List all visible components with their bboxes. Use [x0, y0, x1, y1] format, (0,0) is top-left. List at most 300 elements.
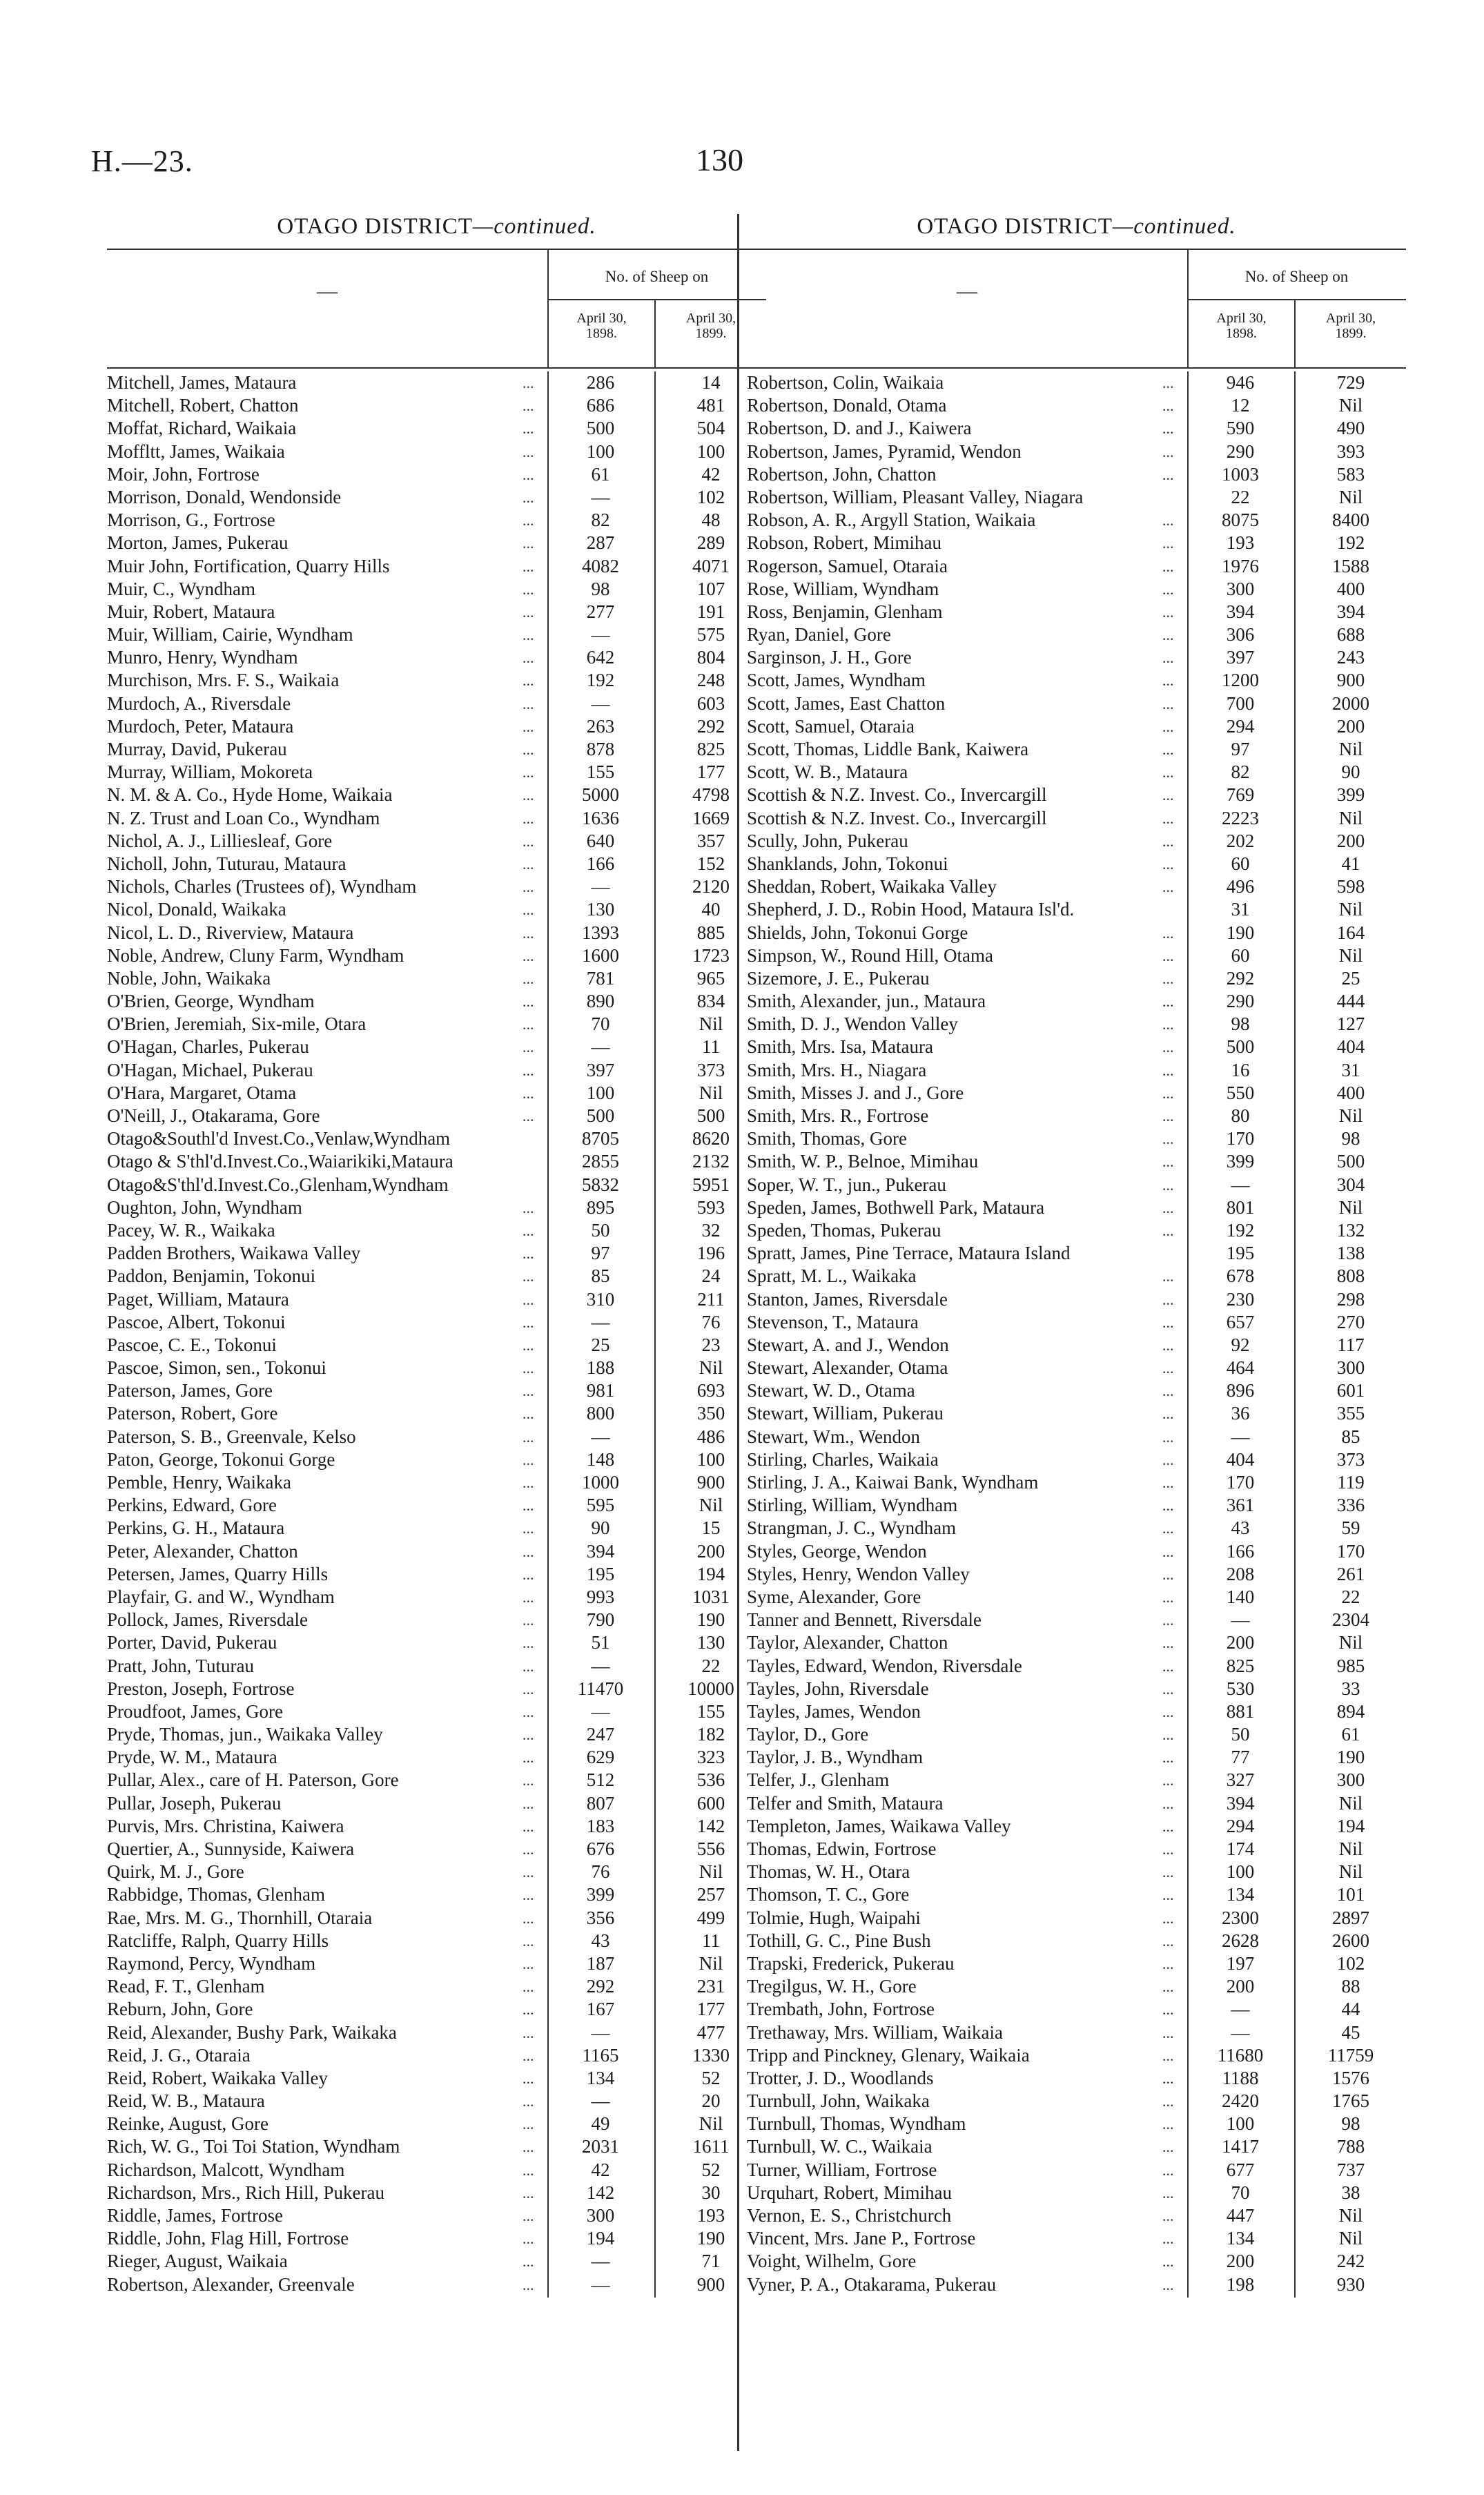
owner-name: Thomas, Edwin, Fortrose [747, 1838, 937, 1859]
leader-dots: ... [1162, 1176, 1174, 1194]
owner-name: Scott, Samuel, Otaraia [747, 715, 915, 737]
owner-name: Strangman, J. C., Wyndham [747, 1517, 957, 1539]
table-row [747, 1402, 1406, 1425]
leader-dots: ... [1162, 1221, 1174, 1239]
sheep-1898: 167 [586, 1999, 615, 2020]
leader-dots: ... [1162, 2275, 1174, 2293]
sheep-1899: 8400 [1332, 509, 1369, 531]
leader-dots: ... [523, 603, 534, 621]
owner-name: Trethaway, Mrs. William, Waikaia [747, 2021, 1003, 2043]
leader-dots: ... [1162, 1198, 1174, 1216]
leader-dots: ... [1162, 2093, 1174, 2110]
leader-dots: ... [1162, 809, 1174, 827]
leader-dots: ... [523, 2138, 534, 2156]
sheep-1899: Nil [699, 1495, 723, 1516]
sheep-1898: 188 [586, 1357, 615, 1379]
owner-name: Sizemore, J. E., Pukerau [747, 967, 930, 989]
leader-dots: ... [523, 1702, 534, 1720]
owner-name: Preston, Joseph, Fortrose [107, 1678, 295, 1699]
page-code: H.—23. [91, 144, 193, 178]
table-row [747, 417, 1406, 440]
leader-dots: ... [1162, 924, 1174, 942]
table-row [107, 1494, 766, 1517]
table-row [747, 2250, 1406, 2273]
leader-dots: ... [523, 2001, 534, 2019]
table-row [747, 1013, 1406, 1036]
owner-name: Porter, David, Pukerau [107, 1632, 277, 1653]
table-row [107, 1242, 766, 1265]
owner-name: Stirling, William, Wyndham [747, 1495, 958, 1516]
leader-dots: ... [1162, 1565, 1174, 1583]
leader-dots: ... [1162, 1932, 1174, 1950]
table-row [747, 1174, 1406, 1196]
leader-dots: ... [523, 1542, 534, 1560]
header-1898-line2: 1898. [586, 326, 617, 341]
leader-dots: ... [523, 465, 534, 483]
owner-name: Stirling, Charles, Waikaia [747, 1448, 939, 1470]
sheep-1898: 166 [586, 853, 615, 874]
sheep-1898: 2300 [1222, 1907, 1259, 1928]
table-row [747, 1448, 1406, 1471]
sheep-1898: 195 [1226, 1243, 1255, 1264]
sheep-1899: 71 [701, 2251, 721, 2272]
leader-dots: ... [523, 2230, 534, 2248]
sheep-1899: 965 [696, 967, 725, 989]
table-row [107, 532, 766, 554]
leader-dots: ... [1162, 1634, 1174, 1652]
owner-name: Munro, Henry, Wyndham [107, 647, 298, 668]
owner-name: Shanklands, John, Tokonui [747, 853, 948, 874]
sheep-1899: 196 [696, 1243, 725, 1264]
leader-dots: ... [523, 764, 534, 781]
sheep-1899: Nil [699, 1013, 723, 1035]
owner-name: Robertson, Alexander, Greenvale [107, 2273, 355, 2295]
sheep-1899: 1765 [1332, 2090, 1369, 2112]
table-row [107, 509, 766, 532]
sheep-1899: 194 [696, 1563, 725, 1584]
sheep-1899: Nil [1338, 739, 1363, 759]
owner-name: Noble, Andrew, Cluny Farm, Wyndham [107, 944, 404, 966]
sheep-1899: 1588 [1332, 555, 1369, 576]
sheep-1899: Nil [1338, 1792, 1363, 1814]
leader-dots: ... [523, 809, 534, 827]
table-row [107, 394, 766, 417]
sheep-1898: 200 [1226, 1976, 1255, 1997]
leader-dots: ... [1162, 1130, 1174, 1148]
table-row [107, 1861, 766, 1883]
sheep-1899: 61 [1341, 1724, 1360, 1745]
leader-dots: ... [1162, 2230, 1174, 2248]
sheep-1899: 885 [696, 922, 725, 943]
table-row [747, 1150, 1406, 1173]
sheep-1898: 82 [591, 509, 610, 531]
leader-dots: ... [523, 1336, 534, 1354]
leader-dots: ... [523, 695, 534, 712]
leader-dots: ... [523, 1863, 534, 1881]
owner-name: Raymond, Percy, Wyndham [107, 1952, 316, 1974]
leader-dots: ... [1162, 1038, 1174, 1056]
owner-name: Morton, James, Pukerau [107, 532, 289, 554]
sheep-1898: 290 [1226, 440, 1255, 462]
table-row [747, 1563, 1406, 1586]
header-rule-top [747, 249, 1406, 250]
leader-dots: ... [1162, 1542, 1174, 1560]
leader-dots: ... [1162, 1794, 1174, 1812]
sheep-1898: 1165 [582, 2044, 619, 2066]
table-row [107, 1059, 766, 1082]
sheep-1899: 88 [1341, 1976, 1360, 1997]
table-row [107, 692, 766, 715]
district-title [747, 214, 1406, 240]
table-row [107, 1952, 766, 1975]
table-row [107, 1838, 766, 1861]
table-row [747, 1861, 1406, 1883]
leader-dots: ... [1162, 717, 1174, 735]
leader-dots: ... [523, 2069, 534, 2087]
sheep-1899: 23 [701, 1334, 721, 1355]
sheep-1898: 49 [591, 2113, 610, 2135]
leader-dots: ... [523, 855, 534, 873]
sheep-1898: 397 [586, 1059, 615, 1080]
owner-name: Reid, Robert, Waikaka Valley [107, 2067, 329, 2088]
owner-name: Reid, J. G., Otaraia [107, 2044, 251, 2066]
sheep-1898: 700 [1226, 692, 1255, 714]
sheep-1899: 603 [696, 692, 725, 714]
leader-dots: ... [1162, 1061, 1174, 1079]
leader-dots: ... [523, 488, 534, 506]
table-row [747, 2182, 1406, 2204]
sheep-1898: 356 [586, 1907, 615, 1928]
leader-dots: ... [1162, 2184, 1174, 2202]
sheep-1899: 200 [1336, 715, 1365, 737]
sheep-1898: 294 [1226, 1815, 1255, 1836]
sheep-1899: Nil [699, 1952, 723, 1974]
owner-name: Robertson, D. and J., Kaiwera [747, 418, 972, 439]
table-row [107, 1174, 766, 1196]
table-row [747, 1036, 1406, 1058]
sheep-1898: 1393 [582, 922, 619, 943]
sheep-1899: 270 [1336, 1311, 1365, 1332]
leader-dots: ... [1162, 764, 1174, 781]
sheep-1898: 198 [1226, 2273, 1255, 2295]
owner-name: Stanton, James, Riversdale [747, 1288, 948, 1310]
sheep-1899: 688 [1336, 624, 1365, 645]
leader-dots: ... [523, 969, 534, 987]
leader-dots: ... [1162, 603, 1174, 621]
sheep-1898: 100 [586, 440, 615, 462]
sheep-1899: 499 [696, 1907, 725, 1928]
sheep-1899: 100 [696, 1448, 725, 1470]
sheep-1898: 247 [586, 1724, 615, 1745]
leader-dots: ... [1162, 1680, 1174, 1698]
owner-name: Shepherd, J. D., Robin Hood, Mataura Isl'd. [747, 899, 1075, 920]
sheep-1899: Nil [1338, 944, 1363, 966]
owner-name: Smith, Mrs. H., Niagara [747, 1059, 927, 1080]
sheep-1899: 257 [696, 1884, 725, 1905]
leader-dots: ... [1162, 1084, 1174, 1102]
sheep-1899: 1611 [692, 2136, 730, 2157]
table-row [107, 1471, 766, 1494]
leader-dots: ... [1162, 2069, 1174, 2087]
table-row [107, 1631, 766, 1654]
leader-dots: ... [1162, 1886, 1174, 1904]
table-row [107, 990, 766, 1013]
sheep-1898: 1976 [1222, 555, 1259, 576]
owner-name: Robertson, Colin, Waikaia [747, 372, 944, 393]
table-row [747, 509, 1406, 532]
sheep-1898: 16 [1231, 1059, 1250, 1080]
leader-dots: ... [523, 717, 534, 735]
leader-dots: ... [523, 1749, 534, 1767]
leader-dots: ... [523, 1909, 534, 1927]
owner-name: Padden Brothers, Waikawa Valley [107, 1243, 361, 1264]
sheep-1898: 43 [591, 1930, 610, 1951]
header-rule-sheep [1187, 299, 1406, 300]
table-row [107, 1723, 766, 1746]
leader-dots: ... [1162, 626, 1174, 644]
table-row [107, 1907, 766, 1930]
sheep-1898: 42 [591, 2159, 610, 2180]
table-body [747, 371, 1406, 2296]
sheep-1899: Nil [1338, 2228, 1363, 2249]
table-row [747, 1609, 1406, 1631]
owner-name: Turnbull, Thomas, Wyndham [747, 2113, 966, 2135]
sheep-1898: 590 [1226, 418, 1255, 439]
sheep-1899: 22 [701, 1655, 721, 1676]
sheep-1899: 300 [1336, 1357, 1365, 1379]
owner-name: Vyner, P. A., Otakarama, Pukerau [747, 2273, 997, 2295]
sheep-1899: Nil [1338, 807, 1363, 828]
sheep-1898: 192 [1226, 1219, 1255, 1241]
sheep-1898: 361 [1226, 1495, 1255, 1516]
sheep-1899: 1330 [692, 2044, 730, 2066]
sheep-1899: 32 [701, 1219, 721, 1241]
leader-dots: ... [523, 1520, 534, 1537]
leader-dots: ... [1162, 878, 1174, 896]
sheep-1899: 85 [1341, 1426, 1360, 1447]
sheep-1899: Nil [1338, 1632, 1363, 1653]
header-sheep-label: No. of Sheep on [605, 268, 709, 285]
owner-name: Spratt, M. L., Waikaka [747, 1265, 917, 1287]
sheep-1899: 30 [701, 2182, 721, 2203]
sheep-1898: 678 [1226, 1265, 1255, 1287]
leader-dots: ... [523, 1611, 534, 1629]
sheep-1899: 601 [1336, 1380, 1365, 1401]
sheep-1898: 100 [1226, 1861, 1255, 1883]
header-name-column: — [317, 280, 338, 302]
leader-dots: ... [523, 1038, 534, 1056]
owner-name: Voight, Wilhelm, Gore [747, 2251, 917, 2272]
leader-dots: ... [523, 1565, 534, 1583]
table-row [107, 646, 766, 669]
sheep-1899: 304 [1336, 1174, 1365, 1195]
sheep-1898: 5000 [582, 784, 619, 806]
sheep-1899: 2132 [692, 1151, 730, 1172]
table-row [747, 1930, 1406, 1952]
sheep-1899: 20 [701, 2090, 721, 2112]
table-row [747, 1952, 1406, 1975]
sheep-1898: 61 [591, 463, 610, 485]
sheep-1898: 98 [1231, 1013, 1250, 1035]
table-row [747, 440, 1406, 463]
sheep-1899: 693 [696, 1380, 725, 1401]
owner-name: Tothill, G. C., Pine Bush [747, 1930, 931, 1951]
leader-dots: ... [523, 1474, 534, 1491]
sheep-1899: 400 [1336, 578, 1365, 599]
sheep-1899: 477 [696, 2021, 725, 2043]
sheep-1899: 373 [1336, 1448, 1365, 1470]
sheep-1898: 825 [1226, 1655, 1255, 1676]
owner-name: Stewart, W. D., Otama [747, 1380, 915, 1401]
table-row [747, 1127, 1406, 1150]
owner-name: Soper, W. T., jun., Pukerau [747, 1174, 946, 1195]
table-row [107, 1265, 766, 1288]
owner-name: Rae, Mrs. M. G., Thornhill, Otaraia [107, 1907, 373, 1928]
sheep-1898: 394 [1226, 1792, 1255, 1814]
owner-name: Urquhart, Robert, Mimihau [747, 2182, 952, 2203]
owner-name: Tayles, James, Wendon [747, 1700, 921, 1722]
sheep-1898: 277 [586, 601, 615, 622]
leader-dots: ... [523, 534, 534, 552]
sheep-1898: — [591, 2251, 610, 2272]
owner-name: Pascoe, Simon, sen., Tokonui [107, 1357, 326, 1379]
table-row [747, 1082, 1406, 1105]
owner-name: Scott, James, East Chatton [747, 692, 946, 714]
sheep-1898: 1188 [1222, 2067, 1259, 2088]
sheep-1899: 729 [1336, 372, 1365, 393]
sheep-1898: 51 [591, 1632, 610, 1653]
leader-dots: ... [1162, 1290, 1174, 1308]
leader-dots: ... [1162, 855, 1174, 873]
sheep-1898: 77 [1231, 1747, 1250, 1768]
table-row [747, 1655, 1406, 1678]
header-rule-sheep [547, 299, 766, 300]
district-name: OTAGO DISTRICT [277, 214, 473, 239]
owner-name: Stevenson, T., Mataura [747, 1311, 919, 1332]
sheep-1898: 208 [1226, 1563, 1255, 1584]
table-row [747, 830, 1406, 853]
left-column [107, 214, 766, 2451]
owner-name: Moffltt, James, Waikaia [107, 440, 285, 462]
owner-name: Scottish & N.Z. Invest. Co., Invercargill [747, 784, 1047, 806]
owner-name: Sarginson, J. H., Gore [747, 647, 912, 668]
owner-name: Tanner and Bennett, Riversdale [747, 1609, 982, 1631]
sheep-1898: 500 [586, 1105, 615, 1126]
owner-name: O'Brien, Jeremiah, Six-mile, Otara [107, 1013, 367, 1035]
table-row [747, 1678, 1406, 1700]
table-row [107, 1448, 766, 1471]
sheep-1898: 595 [586, 1495, 615, 1516]
sheep-1899: 101 [1336, 1884, 1365, 1905]
table-row [747, 1196, 1406, 1219]
owner-name: Trotter, J. D., Woodlands [747, 2067, 934, 2088]
sheep-1898: 82 [1231, 761, 1250, 783]
owner-name: Trapski, Frederick, Pukerau [747, 1952, 955, 1974]
sheep-1898: 769 [1226, 784, 1255, 806]
leader-dots: ... [523, 878, 534, 896]
owner-name: Turnbull, John, Waikaka [747, 2090, 930, 2112]
table-row [107, 1700, 766, 1723]
table-row [747, 967, 1406, 990]
table-row [107, 922, 766, 944]
right-column [747, 214, 1406, 2451]
sheep-1898: 70 [1231, 2182, 1250, 2203]
owner-name: Reid, W. B., Mataura [107, 2090, 265, 2112]
owner-name: Templeton, James, Waikawa Valley [747, 1815, 1011, 1836]
header-rule-top [107, 249, 766, 250]
owner-name: O'Neill, J., Otakarama, Gore [107, 1105, 320, 1126]
leader-dots: ... [1162, 580, 1174, 598]
sheep-1899: 190 [696, 1609, 725, 1631]
owner-name: Pryde, W. M., Mataura [107, 1747, 277, 1768]
leader-dots: ... [1162, 1153, 1174, 1171]
sheep-1898: 142 [586, 2182, 615, 2203]
owner-name: Mitchell, Robert, Chatton [107, 395, 299, 416]
sheep-1898: 310 [586, 1288, 615, 1310]
owner-name: O'Hara, Margaret, Otama [107, 1082, 297, 1103]
sheep-1898: 60 [1231, 944, 1250, 966]
owner-name: Reid, Alexander, Bushy Park, Waikaka [107, 2021, 397, 2043]
owner-name: Smith, W. P., Belnoe, Mimihau [747, 1151, 979, 1172]
leader-dots: ... [523, 1245, 534, 1263]
owner-name: Murdoch, A., Riversdale [107, 692, 291, 714]
sheep-1899: 536 [696, 1769, 725, 1791]
sheep-1898: — [591, 1426, 610, 1447]
sheep-1899: 900 [696, 2273, 725, 2295]
sheep-1898: 677 [1226, 2159, 1255, 2180]
leader-dots: ... [523, 649, 534, 667]
sheep-1899: 834 [696, 991, 725, 1012]
table-row [747, 784, 1406, 806]
owner-name: Stewart, A. and J., Wendon [747, 1334, 949, 1355]
table-row [747, 1265, 1406, 1288]
leader-dots: ... [1162, 1611, 1174, 1629]
district-name: OTAGO DISTRICT [917, 214, 1113, 239]
table-row [107, 898, 766, 921]
owner-name: Pemble, Henry, Waikaka [107, 1472, 291, 1493]
sheep-1899: 808 [1336, 1265, 1365, 1287]
leader-dots: ... [1162, 1863, 1174, 1881]
sheep-1898: — [591, 1311, 610, 1332]
sheep-1898: — [591, 486, 610, 507]
owner-name: Stewart, William, Pukerau [747, 1403, 944, 1424]
district-title [107, 214, 766, 240]
sheep-1898: 800 [586, 1403, 615, 1424]
leader-dots: ... [523, 1198, 534, 1216]
sheep-1899: 300 [1336, 1769, 1365, 1791]
leader-dots: ... [523, 1084, 534, 1102]
table-row [107, 1655, 766, 1678]
header-1898 [1189, 311, 1294, 341]
sheep-1899: 737 [1336, 2159, 1365, 2180]
leader-dots: ... [1162, 1841, 1174, 1858]
table-row [107, 2135, 766, 2158]
leader-dots: ... [523, 1221, 534, 1239]
sheep-1898: 263 [586, 715, 615, 737]
sheep-1898: 399 [1226, 1151, 1255, 1172]
owner-name: Vernon, E. S., Christchurch [747, 2205, 952, 2226]
owner-name: Paterson, Robert, Gore [107, 1403, 278, 1424]
sheep-1898: — [591, 2021, 610, 2043]
leader-dots: ... [523, 1016, 534, 1033]
sheep-1899: Nil [699, 1357, 723, 1379]
sheep-1898: 496 [1226, 876, 1255, 897]
owner-name: Pullar, Alex., care of H. Paterson, Gore [107, 1769, 399, 1791]
table-row [747, 1975, 1406, 1998]
leader-dots: ... [523, 1405, 534, 1423]
owner-name: Paddon, Benjamin, Tokonui [107, 1265, 316, 1287]
leader-dots: ... [523, 1978, 534, 1996]
